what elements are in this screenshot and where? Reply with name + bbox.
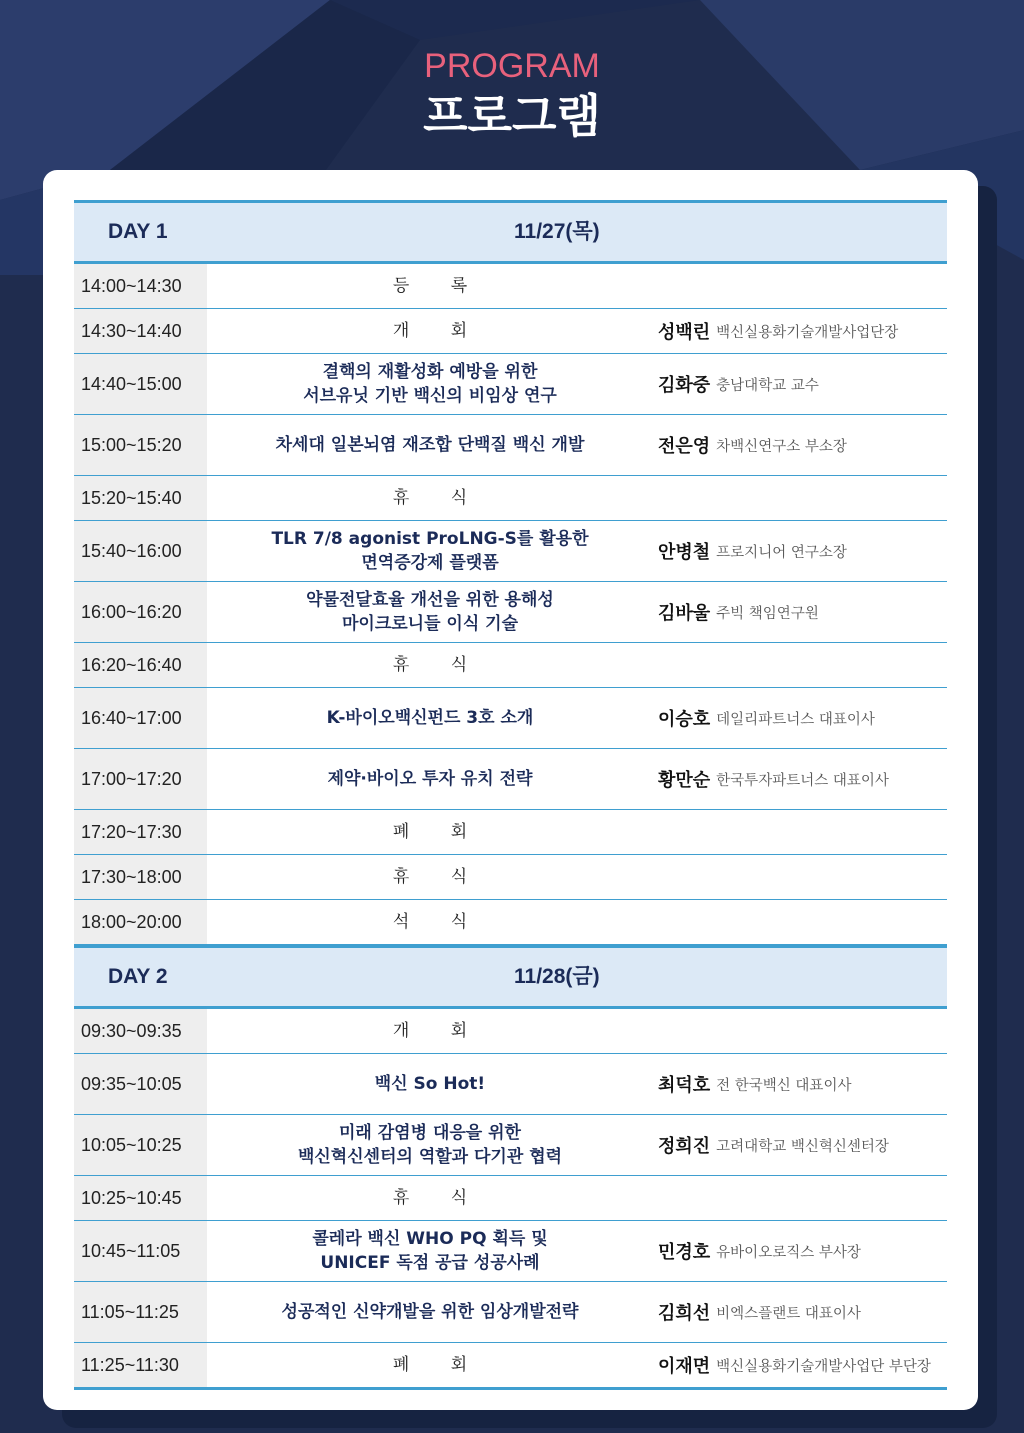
day-label: DAY 1 [108,220,168,243]
session-title [207,688,653,748]
day-label: DAY 2 [108,965,168,988]
session-time: 17:00~17:20 [74,749,207,809]
session-title-line: 등 록 [392,276,486,296]
speaker-name: 정희진 [658,1136,711,1157]
speaker [658,354,819,414]
speaker-name: 안병철 [658,542,711,563]
session-title-line: 휴 식 [392,655,486,675]
session-title-line: 서브유닛 기반 백신의 비임상 연구 [303,386,557,406]
schedule-row [74,810,947,855]
speaker-name: 성백린 [658,322,711,343]
schedule-row [74,1343,947,1390]
session-title-line: 휴 식 [392,488,486,508]
schedule-row [74,521,947,582]
session-time: 14:30~14:40 [74,309,207,353]
session-title-line: 백신혁신센터의 역할과 다기관 협력 [297,1147,563,1167]
speaker-role: 주빅 책임연구원 [716,605,819,622]
session-time: 11:05~11:25 [74,1282,207,1342]
speaker-role: 백신실용화기술개발사업단 부단장 [716,1358,931,1375]
schedule-row [74,1282,947,1343]
speaker-role: 프로지니어 연구소장 [716,544,847,561]
speaker-name: 전은영 [658,436,711,457]
day-header-row [74,200,947,264]
session-title-line: 휴 식 [392,867,486,887]
schedule-row [74,900,947,945]
session-title [207,749,653,809]
schedule-row [74,1221,947,1282]
speaker [658,1282,861,1342]
session-title [207,1343,653,1387]
session-title [207,1009,653,1053]
day-date: 11/27(목) [514,220,600,243]
schedule-row [74,476,947,521]
schedule-row [74,1054,947,1115]
header-english-title: PROGRAM [424,47,600,85]
schedule-row [74,1115,947,1176]
session-time: 15:20~15:40 [74,476,207,520]
session-time: 14:40~15:00 [74,354,207,414]
speaker-role: 데일리파트너스 대표이사 [716,711,875,728]
session-time: 10:45~11:05 [74,1221,207,1281]
speaker-name: 이승호 [658,709,711,730]
session-time: 10:05~10:25 [74,1115,207,1175]
session-title [207,855,653,899]
schedule-row [74,1176,947,1221]
session-title [207,415,653,475]
speaker-name: 김바울 [658,603,711,624]
speaker-role: 한국투자파트너스 대표이사 [716,772,889,789]
session-time: 15:00~15:20 [74,415,207,475]
session-title [207,1176,653,1220]
schedule-row [74,354,947,415]
speaker [658,1221,861,1281]
session-title-line: 개 회 [392,321,486,341]
session-title-line: K-바이오백신펀드 3호 소개 [326,708,534,728]
speaker-name: 최덕호 [658,1075,711,1096]
session-title-line: 마이크로니들 이식 기술 [341,614,519,634]
session-title-line: 폐 회 [392,822,486,842]
session-title-line: 미래 감염병 대응을 위한 [339,1123,521,1143]
day-header-row [74,945,947,1009]
session-title-line: 성공적인 신약개발을 위한 임상개발전략 [281,1302,579,1322]
session-time: 18:00~20:00 [74,900,207,944]
session-title [207,582,653,642]
speaker-role: 유바이오로직스 부사장 [716,1244,861,1261]
speaker [658,1054,851,1114]
schedule-row [74,582,947,643]
speaker [658,521,847,581]
session-title [207,1054,653,1114]
session-time: 11:25~11:30 [74,1343,207,1387]
schedule-row [74,643,947,688]
speaker-name: 김화중 [658,375,711,396]
speaker-role: 전 한국백신 대표이사 [716,1077,852,1094]
speaker-role: 충남대학교 교수 [716,377,819,394]
session-time: 16:40~17:00 [74,688,207,748]
session-title-line: 폐 회 [392,1355,486,1375]
speaker-role: 백신실용화기술개발사업단장 [716,324,899,341]
session-title [207,354,653,414]
session-time: 15:40~16:00 [74,521,207,581]
session-title-line: 결핵의 재활성화 예방을 위한 [322,362,538,382]
session-title-line: 콜레라 백신 WHO PQ 획득 및 [312,1229,548,1249]
session-title [207,810,653,854]
schedule-row [74,688,947,749]
speaker-role: 고려대학교 백신혁신센터장 [716,1138,889,1155]
speaker [658,309,898,353]
day-date: 11/28(금) [514,965,600,988]
session-title-line: UNICEF 독점 공급 성공사례 [320,1253,540,1273]
session-time: 16:20~16:40 [74,643,207,687]
session-time: 17:20~17:30 [74,810,207,854]
speaker [658,582,819,642]
speaker-role: 비엑스플랜트 대표이사 [716,1305,861,1322]
schedule-row [74,264,947,309]
session-title [207,1115,653,1175]
session-title [207,643,653,687]
session-title [207,309,653,353]
speaker [658,688,875,748]
page-header [0,44,1024,146]
session-title-line: 개 회 [392,1021,486,1041]
session-title-line: TLR 7/8 agonist ProLNG-S를 활용한 [271,529,589,549]
schedule-row [74,855,947,900]
session-title [207,1282,653,1342]
schedule-row [74,415,947,476]
speaker [658,1115,889,1175]
speaker-role: 차백신연구소 부소장 [716,438,847,455]
schedule-row [74,309,947,354]
session-title [207,521,653,581]
session-title-line: 약물전달효율 개선을 위한 용해성 [306,590,554,610]
schedule-row [74,749,947,810]
speaker [658,415,847,475]
session-time: 17:30~18:00 [74,855,207,899]
speaker [658,1343,931,1387]
session-time: 14:00~14:30 [74,264,207,308]
session-time: 16:00~16:20 [74,582,207,642]
session-time: 09:35~10:05 [74,1054,207,1114]
speaker-name: 민경호 [658,1242,711,1263]
session-time: 09:30~09:35 [74,1009,207,1053]
session-title-line: 면역증강제 플랫폼 [361,553,499,573]
session-title-line: 석 식 [392,912,486,932]
session-title [207,900,653,944]
session-title [207,1221,653,1281]
schedule-row [74,1009,947,1054]
session-title-line: 백신 So Hot! [374,1074,486,1094]
session-title-line: 차세대 일본뇌염 재조합 단백질 백신 개발 [275,435,585,455]
session-title-line: 휴 식 [392,1188,486,1208]
session-title-line: 제약·바이오 투자 유치 전략 [327,769,533,789]
session-title [207,264,653,308]
header-korean-title: 프로그램 [423,89,601,143]
session-title [207,476,653,520]
speaker-name: 황만순 [658,770,711,791]
speaker [658,749,889,809]
session-time: 10:25~10:45 [74,1176,207,1220]
speaker-name: 이재면 [658,1356,711,1377]
speaker-name: 김희선 [658,1303,711,1324]
schedule-table [74,200,947,1390]
